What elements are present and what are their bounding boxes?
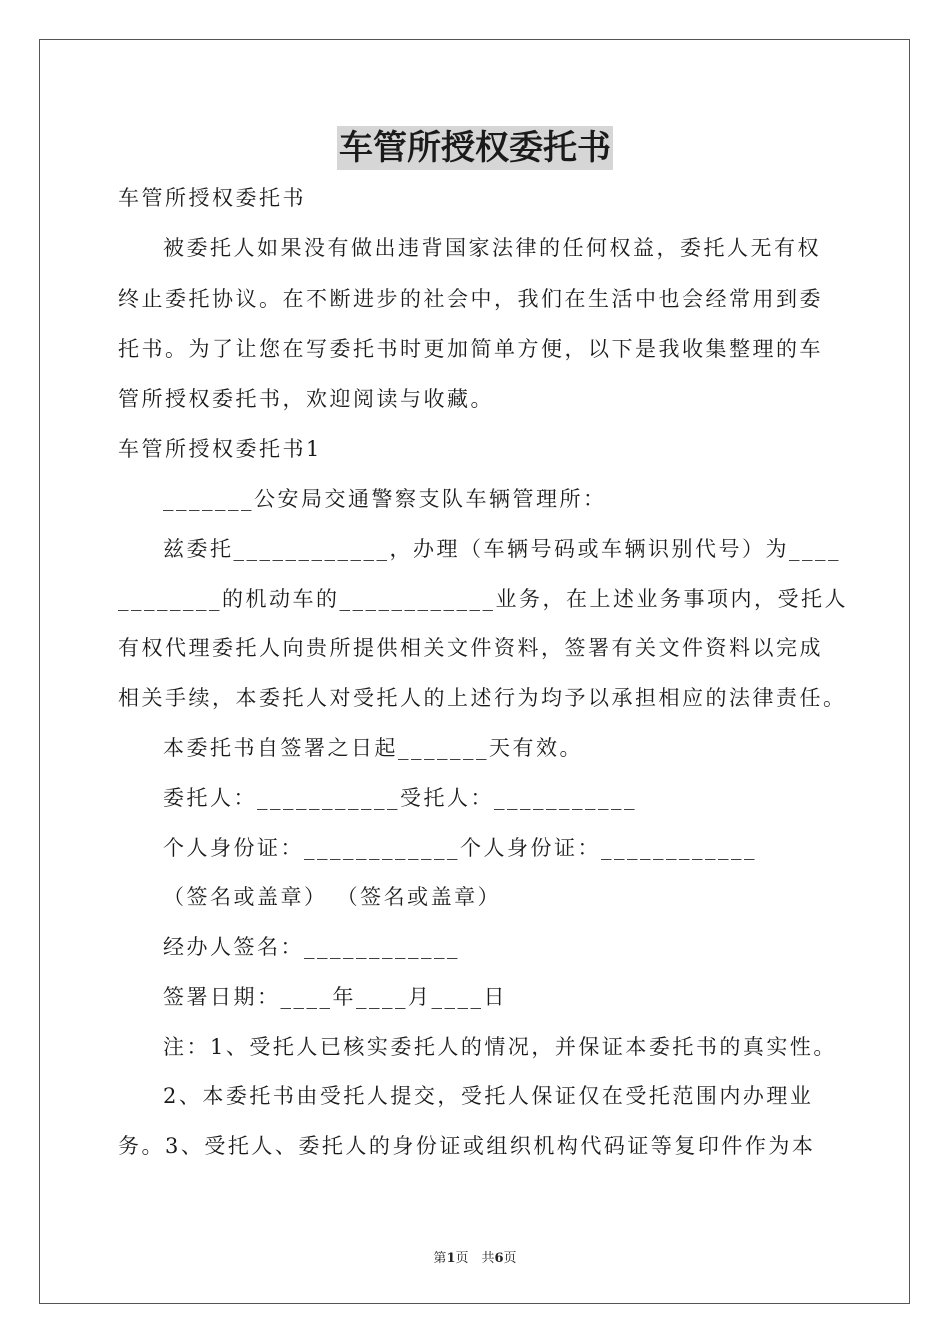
validity-line: 本委托书自签署之日起_______天有效。 bbox=[163, 736, 583, 760]
title-container bbox=[0, 126, 950, 170]
paragraph-line: 相关手续，本委托人对受托人的上述行为均予以承担相应的法律责任。 bbox=[118, 686, 847, 710]
footer-page-prefix: 第 bbox=[433, 1251, 447, 1266]
paragraph-line: 终止委托协议。在不断进步的社会中，我们在生活中也会经常用到委 bbox=[118, 287, 823, 311]
paragraph-line: 管所授权委托书，欢迎阅读与收藏。 bbox=[118, 387, 494, 411]
paragraph-line: 托书。为了让您在写委托书时更加简单方便，以下是我收集整理的车 bbox=[118, 337, 823, 361]
paragraph-line: ________的机动车的____________业务，在上述业务事项内，受托人 bbox=[118, 587, 848, 611]
footer-page-total: 6 bbox=[494, 1251, 504, 1266]
section-heading: 车管所授权委托书 bbox=[118, 186, 306, 210]
footer-page-suffix: 页 bbox=[503, 1251, 517, 1266]
note-line: 注：1、受托人已核实委托人的情况，并保证本委托书的真实性。 bbox=[163, 1035, 837, 1059]
id-card-line: 个人身份证：____________个人身份证：____________ bbox=[163, 836, 757, 860]
sign-date-line: 签署日期：____年____月____日 bbox=[163, 985, 507, 1009]
page-footer bbox=[0, 1247, 950, 1266]
footer-page-mid: 页 共 bbox=[455, 1251, 495, 1266]
document-title: 车管所授权委托书 bbox=[339, 128, 611, 168]
paragraph-line: 被委托人如果没有做出违背国家法律的任何权益，委托人无有权 bbox=[163, 236, 821, 260]
note-line: 务。3、受托人、委托人的身份证或组织机构代码证等复印件作为本 bbox=[118, 1134, 816, 1158]
paragraph-line: 兹委托____________，办理（车辆号码或车辆识别代号）为____ bbox=[163, 537, 841, 561]
footer-page-number: 1 bbox=[446, 1251, 456, 1266]
handler-signature-line: 经办人签名：____________ bbox=[163, 935, 460, 959]
parties-line: 委托人：___________受托人：___________ bbox=[163, 786, 637, 810]
section-heading: 车管所授权委托书1 bbox=[118, 437, 322, 461]
addressee-line: _______公安局交通警察支队车辆管理所： bbox=[163, 487, 607, 511]
note-line: 2、本委托书由受托人提交，受托人保证仅在受托范围内办理业 bbox=[163, 1084, 814, 1108]
paragraph-line: 有权代理委托人向贵所提供相关文件资料，签署有关文件资料以完成 bbox=[118, 636, 823, 660]
page-border bbox=[39, 39, 910, 1304]
signature-note-line: （签名或盖章） （签名或盖章） bbox=[163, 885, 502, 909]
